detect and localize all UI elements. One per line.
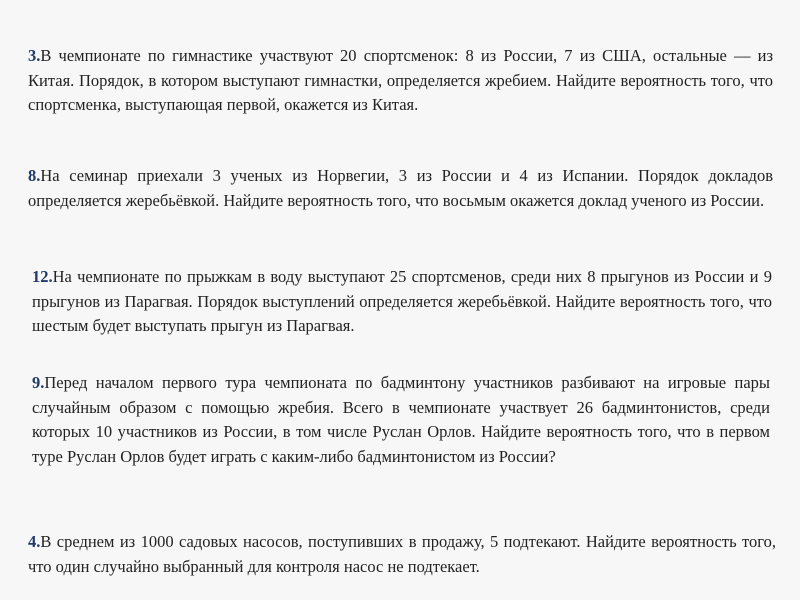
task-text: На чемпионате по прыжкам в воду выступают 25 спортсменов, среди них 8 прыгунов из России и 9 прыгунов из Парагвая. Порядок выступлений определяется жеребьёвкой. Найдите вероятность того, что шестым будет выступать прыгун из Парагвая. [32, 267, 772, 335]
task-number: 4. [28, 532, 41, 551]
task-text: В чемпионате по гимнастике участвуют 20 спортсменок: 8 из России, 7 из США, остальные — из Китая. Порядок, в котором выступают гимнастки, определяется жребием. Найдите вероятность того, что спортсменка, выступающая первой, окажется из Китая. [28, 46, 773, 114]
task-4 [28, 530, 776, 579]
task-number: 8. [28, 166, 41, 185]
task-number: 9. [32, 373, 45, 392]
task-3 [28, 44, 773, 118]
task-12 [32, 265, 772, 339]
task-text: В среднем из 1000 садовых насосов, поступивших в продажу, 5 подтекают. Найдите вероятность того, что один случайно выбранный для контроля насос не подтекает. [28, 532, 776, 576]
task-9 [32, 371, 770, 469]
task-text: На семинар приехали 3 ученых из Норвегии, 3 из России и 4 из Испании. Порядок докладов определяется жеребьёвкой. Найдите вероятность того, что восьмым окажется доклад ученого из России. [28, 166, 773, 210]
task-number: 3. [28, 46, 41, 65]
task-8 [28, 164, 773, 213]
task-text: Перед началом первого тура чемпионата по бадминтону участников разбивают на игровые пары случайным образом с помощью жребия. Всего в чемпионате участвует 26 бадминтонистов, среди которых 10 участников из России, в том числе Руслан Орлов. Найдите вероятность того, что в первом туре Руслан Орлов будет играть с каким-либо бадминтонистом из России? [32, 373, 770, 466]
task-number: 12. [32, 267, 53, 286]
